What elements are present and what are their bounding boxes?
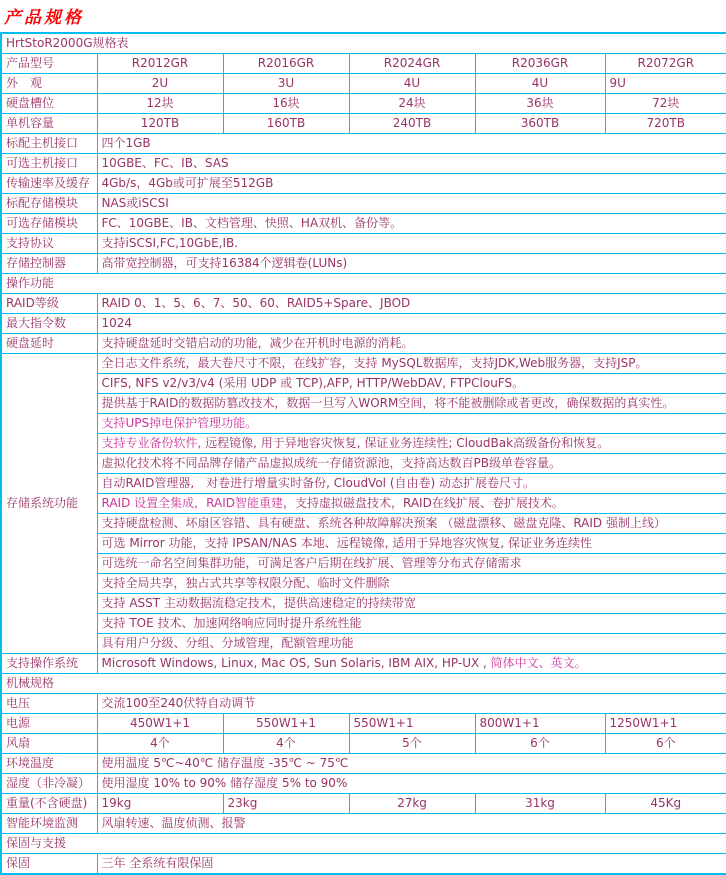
section-header-row	[1, 33, 726, 54]
row-group-label: 存储系统功能	[1, 354, 97, 654]
row-value	[97, 494, 726, 514]
table-row	[1, 54, 726, 74]
row-value	[97, 474, 726, 494]
row-cell: 5个	[349, 734, 475, 754]
cell-text: 交流100至240伏特自动调节	[101, 696, 256, 710]
highlighted-text: 支持专业备份软件,	[101, 436, 206, 450]
row-value	[97, 454, 726, 474]
row-cell: 800W1+1	[475, 714, 605, 734]
cell-text: NAS或iSCSI	[101, 196, 169, 210]
table-row	[1, 534, 726, 554]
table-row	[1, 554, 726, 574]
table-row	[1, 714, 726, 734]
row-value	[97, 634, 726, 654]
section-header-row	[1, 274, 726, 294]
cell-text: Microsoft Windows, Linux, Mac OS, Sun Solaris, IBM AIX, HP-UX ,	[101, 656, 491, 670]
row-cell: 3U	[223, 74, 349, 94]
table-row	[1, 854, 726, 875]
row-value	[97, 514, 726, 534]
row-cell: 240TB	[349, 114, 475, 134]
table-row	[1, 634, 726, 654]
table-row	[1, 654, 726, 674]
table-row	[1, 134, 726, 154]
row-value	[97, 334, 726, 354]
table-row	[1, 394, 726, 414]
cell-text: 可选 Mirror 功能，支持 IPSAN/NAS 本地、远程镜像, 适用于异地容灾恢复, 保证业务连续性	[101, 536, 593, 550]
cell-text: FC、10GBE、IB、文档管理、快照、HA双机、备份等。	[101, 216, 403, 230]
table-row	[1, 694, 726, 714]
row-cell: R2072GR	[605, 54, 726, 74]
cell-text: 10GBE、FC、IB、SAS	[101, 156, 229, 170]
table-row	[1, 794, 726, 814]
cell-text: 全日志文件系统，最大卷尺寸不限，在线扩容，支持 MySQL数据库，支持JDK,Web服务器，支持JSP。	[101, 356, 648, 370]
row-cell: 120TB	[97, 114, 223, 134]
row-cell: 4U	[349, 74, 475, 94]
row-label: 支持协议	[1, 234, 97, 254]
section-header-row	[1, 834, 726, 854]
row-label: 环境温度	[1, 754, 97, 774]
cell-text: RAID 0、1、5、6、7、50、60、RAID5+Spare、JBOD	[101, 296, 411, 310]
row-value	[97, 254, 726, 274]
cell-text: 可选统一命名空间集群功能，可满足客户后期在线扩展、管理等分布式存储需求	[101, 556, 522, 570]
row-value	[97, 434, 726, 454]
cell-text: 高带宽控制器，可支持16384个逻辑卷(LUNs)	[101, 256, 348, 270]
cell-text: 支持硬盘延时交错启动的功能，减少在开机时电源的消耗。	[101, 336, 414, 350]
table-row	[1, 754, 726, 774]
cell-text: 支持 TOE 技术、加速网络响应同时提升系统性能	[101, 616, 362, 630]
row-cell: 720TB	[605, 114, 726, 134]
row-cell: 4U	[475, 74, 605, 94]
cell-text: ，支持虚拟磁盘技术，RAID在线扩展、卷扩展技术。	[283, 496, 564, 510]
table-row	[1, 294, 726, 314]
row-cell: 9U	[605, 74, 726, 94]
row-label: 智能环境监测	[1, 814, 97, 834]
cell-text: 风扇转速、温度侦测、报警	[101, 816, 246, 830]
row-value	[97, 174, 726, 194]
row-value	[97, 354, 726, 374]
row-cell: 19kg	[97, 794, 223, 814]
row-value	[97, 774, 726, 794]
row-label: 电源	[1, 714, 97, 734]
row-label: 传输速率及缓存	[1, 174, 97, 194]
row-label: 产品型号	[1, 54, 97, 74]
row-cell: 1250W1+1	[605, 714, 726, 734]
row-value	[97, 314, 726, 334]
cell-text: 支持全局共享，独占式共享等权限分配、临时文件删除	[101, 576, 390, 590]
row-label: 可选主机接口	[1, 154, 97, 174]
cell-text: 四个1GB	[101, 136, 151, 150]
row-cell: 6个	[475, 734, 605, 754]
table-row	[1, 254, 726, 274]
row-value	[97, 574, 726, 594]
cell-text: 远程镜像, 用于异地容灾恢复, 保证业务连续性; CloudBak高级备份和恢复。	[205, 436, 610, 450]
section-header: 机械规格	[1, 674, 726, 694]
table-row	[1, 474, 726, 494]
cell-text: 4Gb/s，4Gb或可扩展至512GB	[101, 176, 274, 190]
table-row	[1, 174, 726, 194]
row-label: 标配主机接口	[1, 134, 97, 154]
row-label: 单机容量	[1, 114, 97, 134]
table-row	[1, 414, 726, 434]
row-value	[97, 654, 726, 674]
table-row	[1, 374, 726, 394]
table-row	[1, 234, 726, 254]
section-header-row	[1, 674, 726, 694]
row-label: 存储控制器	[1, 254, 97, 274]
row-value	[97, 854, 726, 875]
row-value	[97, 814, 726, 834]
row-label: 硬盘槽位	[1, 94, 97, 114]
highlighted-text: 。	[523, 476, 536, 490]
table-row	[1, 494, 726, 514]
table-row	[1, 314, 726, 334]
row-value	[97, 394, 726, 414]
row-cell: R2012GR	[97, 54, 223, 74]
highlighted-text: 支持UPS掉电保护管理功能。	[101, 416, 258, 430]
row-cell: 12块	[97, 94, 223, 114]
row-cell: 6个	[605, 734, 726, 754]
table-row	[1, 214, 726, 234]
table-row	[1, 574, 726, 594]
row-cell: 27kg	[349, 794, 475, 814]
row-cell: R2036GR	[475, 54, 605, 74]
cell-text: CIFS, NFS v2/v3/v4 (采用 UDP 或 TCP),AFP, HTTP/WebDAV, FTPClouFS。	[101, 376, 525, 390]
table-row	[1, 814, 726, 834]
highlighted-text: 简体中文、英文。	[490, 656, 587, 670]
row-value	[97, 214, 726, 234]
row-value	[97, 594, 726, 614]
cell-text: 具有用户分级、分组、分域管理，配额管理功能	[101, 636, 354, 650]
table-row	[1, 774, 726, 794]
row-value	[97, 694, 726, 714]
table-row	[1, 94, 726, 114]
row-label: 支持操作系统	[1, 654, 97, 674]
row-label: 外 观	[1, 74, 97, 94]
row-cell: R2016GR	[223, 54, 349, 74]
table-row	[1, 734, 726, 754]
row-cell: 160TB	[223, 114, 349, 134]
row-label: RAID等级	[1, 294, 97, 314]
table-row	[1, 154, 726, 174]
row-label: 湿度（非冷凝）	[1, 774, 97, 794]
row-cell: 72块	[605, 94, 726, 114]
section-header: HrtStoR2000G规格表	[1, 33, 726, 54]
cell-text: 虚拟化技术将不同品牌存储产品虚拟成统一存储资源池，支持高达数百PB级单卷容量。	[101, 456, 561, 470]
row-label: 最大指令数	[1, 314, 97, 334]
table-row	[1, 594, 726, 614]
spec-table	[0, 32, 726, 875]
row-cell: 450W1+1	[97, 714, 223, 734]
row-cell: 23kg	[223, 794, 349, 814]
row-cell: 36块	[475, 94, 605, 114]
cell-text: 使用湿度 10% to 90% 储存湿度 5% to 90%	[101, 776, 348, 790]
row-value	[97, 754, 726, 774]
highlighted-text: RAID 设置全集成，RAID智能重建	[101, 496, 283, 510]
row-label: 硬盘延时	[1, 334, 97, 354]
row-value	[97, 154, 726, 174]
row-cell: R2024GR	[349, 54, 475, 74]
table-row	[1, 74, 726, 94]
table-row	[1, 114, 726, 134]
row-cell: 24块	[349, 94, 475, 114]
table-row	[1, 434, 726, 454]
row-cell: 4个	[223, 734, 349, 754]
table-row	[1, 614, 726, 634]
table-row	[1, 354, 726, 374]
row-value	[97, 414, 726, 434]
row-value	[97, 534, 726, 554]
table-row	[1, 334, 726, 354]
cell-text: 自动RAID管理器, 对卷进行增量实时备份, CloudVol (自由卷) 动态扩展卷尺寸	[101, 476, 524, 490]
table-row	[1, 514, 726, 534]
cell-text: 1024	[101, 316, 133, 330]
cell-text: 支持硬盘检测、坏扇区容错、具有硬盘、系统各种故障解决预案 （磁盘漂移、磁盘克隆、RAID 强制上线）	[101, 516, 666, 530]
row-value	[97, 554, 726, 574]
row-label: 风扇	[1, 734, 97, 754]
row-cell: 360TB	[475, 114, 605, 134]
row-label: 可选存储模块	[1, 214, 97, 234]
row-value	[97, 294, 726, 314]
row-cell: 16块	[223, 94, 349, 114]
cell-text: 支持iSCSI,FC,10GbE,IB.	[101, 236, 239, 250]
table-row	[1, 194, 726, 214]
spec-table-body	[1, 33, 726, 874]
cell-text: 提供基于RAID的数据防篡改技术，数据一旦写入WORM空间，将不能被删除或者更改，确保数据的真实性。	[101, 396, 675, 410]
row-cell: 31kg	[475, 794, 605, 814]
row-value	[97, 374, 726, 394]
row-label: 重量(不含硬盘)	[1, 794, 97, 814]
cell-text: 使用温度 5℃~40℃ 储存温度 -35℃ ~ 75℃	[101, 756, 349, 770]
row-cell: 550W1+1	[223, 714, 349, 734]
section-header: 保固与支援	[1, 834, 726, 854]
row-cell: 2U	[97, 74, 223, 94]
row-value	[97, 194, 726, 214]
row-label: 标配存储模块	[1, 194, 97, 214]
cell-text: 三年 全系统有限保固	[101, 856, 214, 870]
row-value	[97, 614, 726, 634]
page-title: 产品规格	[4, 8, 84, 28]
row-value	[97, 134, 726, 154]
row-value	[97, 234, 726, 254]
row-cell: 550W1+1	[349, 714, 475, 734]
table-row	[1, 454, 726, 474]
row-label: 保固	[1, 854, 97, 875]
row-label: 电压	[1, 694, 97, 714]
section-header: 操作功能	[1, 274, 726, 294]
row-cell: 45Kg	[605, 794, 726, 814]
cell-text: 支持 ASST 主动数据流稳定技术，提供高速稳定的持续带宽	[101, 596, 416, 610]
row-cell: 4个	[97, 734, 223, 754]
